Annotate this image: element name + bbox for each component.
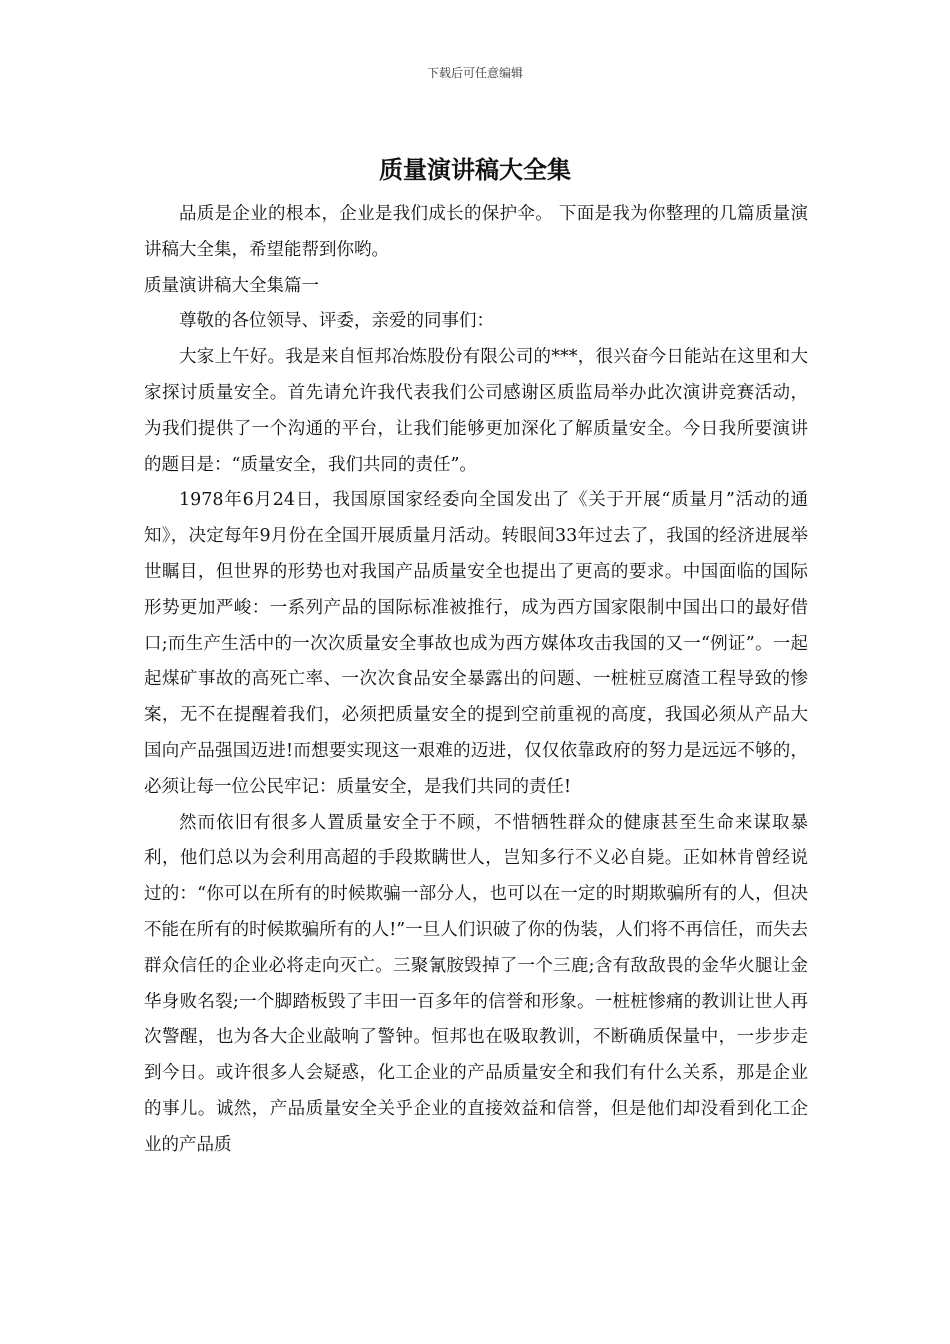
document-title: 质量演讲稿大全集 xyxy=(379,155,571,184)
body-paragraph: 1978年6月24日，我国原国家经委向全国发出了《关于开展“质量月”活动的通知》，决定每年9月份在全国开展质量月活动。转眼间33年过去了，我国的经济进展举世瞩目，但世界的形势也对我国产品质量安全也提出了更高的要求。中国面临的国际形势更加严峻：一系列产品的国际标准被推行，成为西方国家限制中国出口的最好借口;而生产生活中的一次次质量安全事故也成为西方媒体攻击我国的又一“例证”。一起起煤矿事故的高死亡率、一次次食品安全暴露出的问题、一桩桩豆腐渣工程导致的惨案，无不在提醒着我们，必须把质量安全的提到空前重视的高度，我国必须从产品大国向产品强国迈进!而想要实现这一艰难的迈进，仅仅依靠政府的努力是远远不够的，必须让每一位公民牢记：质量安全，是我们共同的责任! xyxy=(144,490,808,797)
section-heading: 质量演讲稿大全集篇一 xyxy=(144,275,319,296)
header-note: 下载后可任意编辑 xyxy=(426,66,523,80)
salutation: 尊敬的各位领导、评委，亲爱的同事们： xyxy=(179,311,494,332)
document-body xyxy=(144,197,808,1164)
body-paragraph: 大家上午好。我是来自恒邦冶炼股份有限公司的***，很兴奋今日能站在这里和大家探讨质量安全。首先请允许我代表我们公司感谢区质监局举办此次演讲竞赛活动，为我们提供了一个沟通的平台，让我们能够更加深化了解质量安全。今日我所要演讲的题目是：“质量安全，我们共同的责任”。 xyxy=(144,347,808,475)
intro-paragraph: 品质是企业的根本，企业是我们成长的保护伞。 下面是我为你整理的几篇质量演讲稿大全集，希望能帮到你哟。 xyxy=(144,204,808,260)
body-paragraph: 然而依旧有很多人置质量安全于不顾，不惜牺牲群众的健康甚至生命来谋取暴利，他们总以为会利用高超的手段欺瞒世人，岂知多行不义必自毙。正如林肯曾经说过的：“你可以在所有的时候欺骗一部分人，也可以在一定的时期欺骗所有的人，但决不能在所有的时候欺骗所有的人!”一旦人们识破了你的伪装，人们将不再信任，而失去群众信任的企业必将走向灭亡。三聚氰胺毁掉了一个三鹿;含有敌敌畏的金华火腿让金华身败名裂;一个脚踏板毁了丰田一百多年的信誉和形象。一桩桩惨痛的教训让世人再次警醒，也为各大企业敲响了警钟。恒邦也在吸取教训，不断确质保量中，一步步走到今日。或许很多人会疑惑，化工企业的产品质量安全和我们有什么关系，那是企业的事儿。诚然，产品质量安全关乎企业的直接效益和信誉，但是他们却没看到化工企业的产品质 xyxy=(144,812,808,1155)
